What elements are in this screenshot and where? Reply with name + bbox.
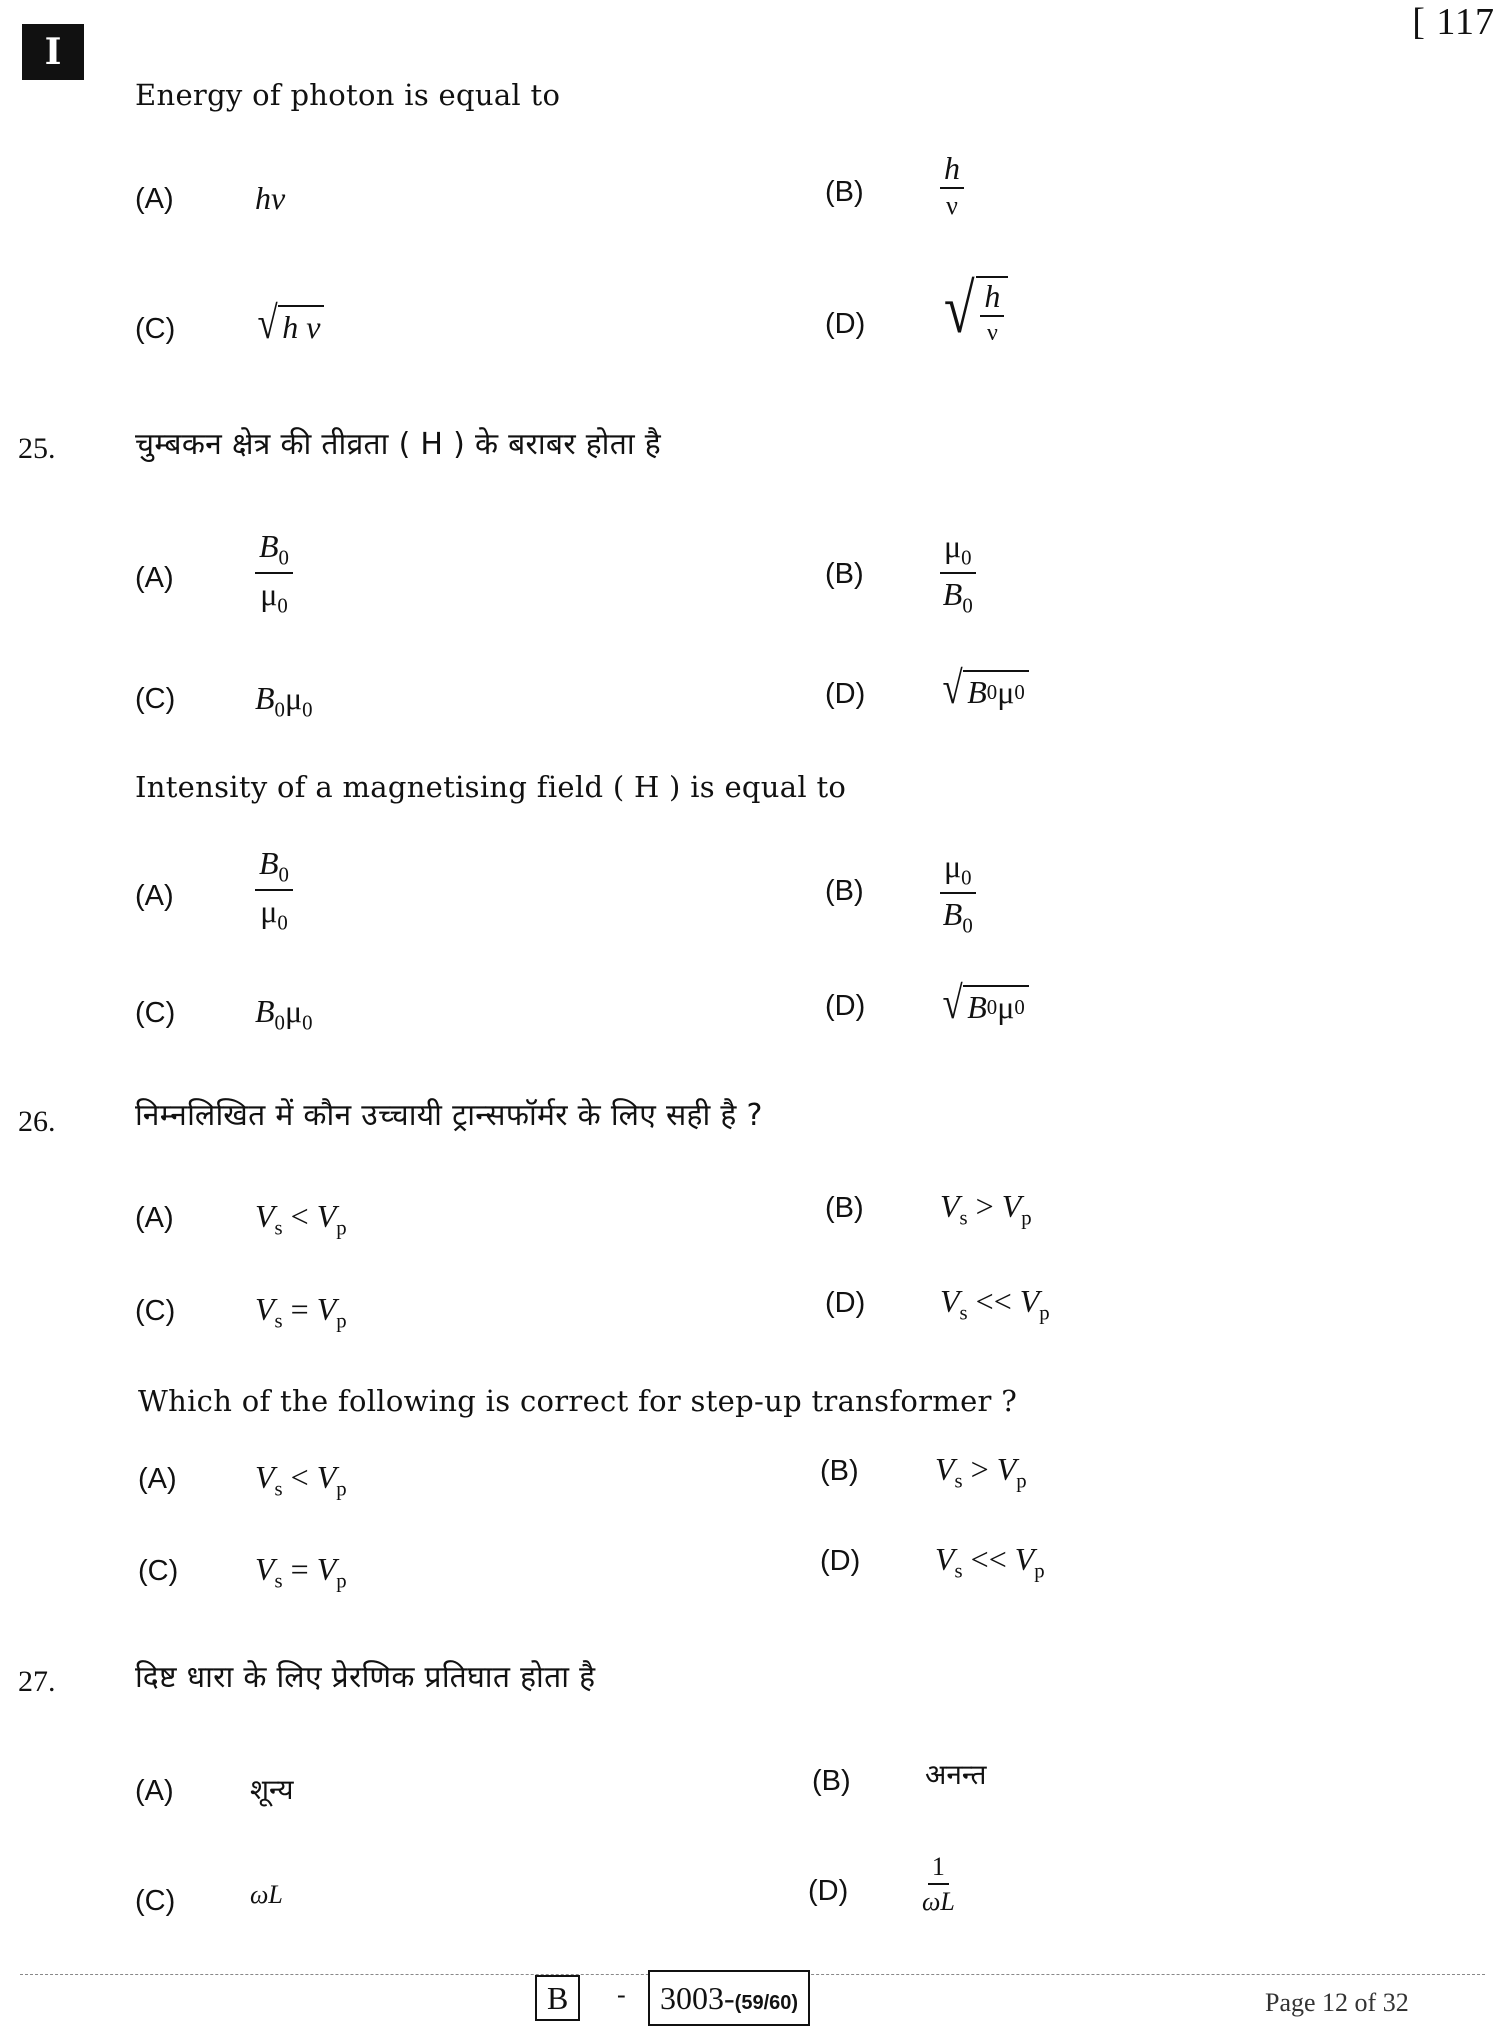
- option-value: $V_s << V_p$: [940, 1283, 1050, 1325]
- option-label: (D): [825, 990, 866, 1022]
- option-value: $V_s = V_p$: [255, 1551, 347, 1593]
- option-label: (D): [808, 1875, 849, 1907]
- option-value: √ h ν: [255, 300, 324, 346]
- question-text-hi: चुम्बकन क्षेत्र की तीव्रता ( H ) के बराबर होता है: [135, 427, 661, 462]
- paper-code: 3003-: [660, 1980, 735, 2016]
- question-text-en: Which of the following is correct for step-up transformer ?: [138, 1384, 1018, 1418]
- option-label: (B): [825, 1192, 864, 1224]
- option-label: (A): [138, 1463, 177, 1495]
- option-label: (B): [825, 875, 864, 907]
- option-value: $\frac{1}{\omega L}$: [922, 1852, 955, 1916]
- option-label: (C): [135, 997, 176, 1029]
- option-label: (D): [820, 1545, 861, 1577]
- option-label: (A): [135, 1202, 174, 1234]
- option-value: $V_s = V_p$: [255, 1291, 347, 1333]
- question-text-en: Energy of photon is equal to: [135, 78, 561, 112]
- option-label: (D): [825, 678, 866, 710]
- paper-code-box: [648, 1970, 810, 2026]
- question-number: 27.: [18, 1665, 56, 1698]
- option-label: (C): [135, 313, 176, 345]
- option-label: (D): [825, 1287, 866, 1319]
- option-value: $B_0\mu_0$: [255, 680, 313, 722]
- option-label: (A): [135, 1775, 174, 1807]
- option-value: hν: [255, 180, 286, 216]
- option-value: शून्य: [250, 1773, 294, 1806]
- page-number: Page 12 of 32: [1265, 1988, 1409, 2017]
- option-value: $V_s > V_p$: [935, 1451, 1027, 1493]
- option-label: (B): [825, 558, 864, 590]
- option-label: (A): [135, 183, 174, 215]
- footer-dash: -: [617, 1980, 626, 2009]
- option-value: √ B 0 μ 0: [940, 980, 1029, 1026]
- series-box: B: [535, 1975, 580, 2021]
- option-label: (A): [135, 880, 174, 912]
- option-value: √ B 0 μ 0: [940, 665, 1029, 711]
- question-text-hi: निम्नलिखित में कौन उच्चायी ट्रान्सफॉर्मर के लिए सही है ?: [135, 1098, 763, 1133]
- option-value: $V_s << V_p$: [935, 1541, 1045, 1583]
- option-value: $\frac{\mu_0}{B_0}$: [940, 528, 976, 617]
- option-label: (B): [825, 176, 864, 208]
- option-value: √ $\frac{h}{\nu}$: [940, 275, 1008, 345]
- option-value: ωL: [250, 1880, 283, 1909]
- section-badge: I: [22, 24, 84, 80]
- paper-code-suffix: (59/60): [734, 1992, 799, 2014]
- question-text-hi: दिष्ट धारा के लिए प्रेरणिक प्रतिघात होता है: [135, 1660, 596, 1695]
- option-label: (C): [138, 1555, 179, 1587]
- option-label: (C): [135, 1885, 176, 1917]
- question-text-en: Intensity of a magnetising field ( H ) is equal to: [135, 770, 847, 804]
- option-value: $B_0\mu_0$: [255, 993, 313, 1035]
- option-value: अनन्त: [925, 1758, 987, 1791]
- option-label: (B): [812, 1765, 851, 1797]
- option-label: (B): [820, 1455, 859, 1487]
- option-value: $\frac{B_0}{\mu_0}$: [255, 845, 293, 934]
- option-value: $\frac{\mu_0}{B_0}$: [940, 848, 976, 937]
- question-number: 26.: [18, 1105, 56, 1138]
- option-label: (C): [135, 683, 176, 715]
- option-label: (D): [825, 308, 866, 340]
- option-value: $\frac{h}{\nu}$: [940, 150, 964, 219]
- sqrt-symbol: √: [257, 297, 278, 348]
- question-number: 25.: [18, 432, 56, 465]
- option-label: (A): [135, 562, 174, 594]
- option-value: $V_s < V_p$: [255, 1459, 347, 1501]
- option-label: (C): [135, 1295, 176, 1327]
- page-reference: [ 117: [1412, 1, 1495, 43]
- option-value: $V_s > V_p$: [940, 1188, 1032, 1230]
- option-value: $V_s < V_p$: [255, 1198, 347, 1240]
- option-value: $\frac{B_0}{\mu_0}$: [255, 528, 293, 617]
